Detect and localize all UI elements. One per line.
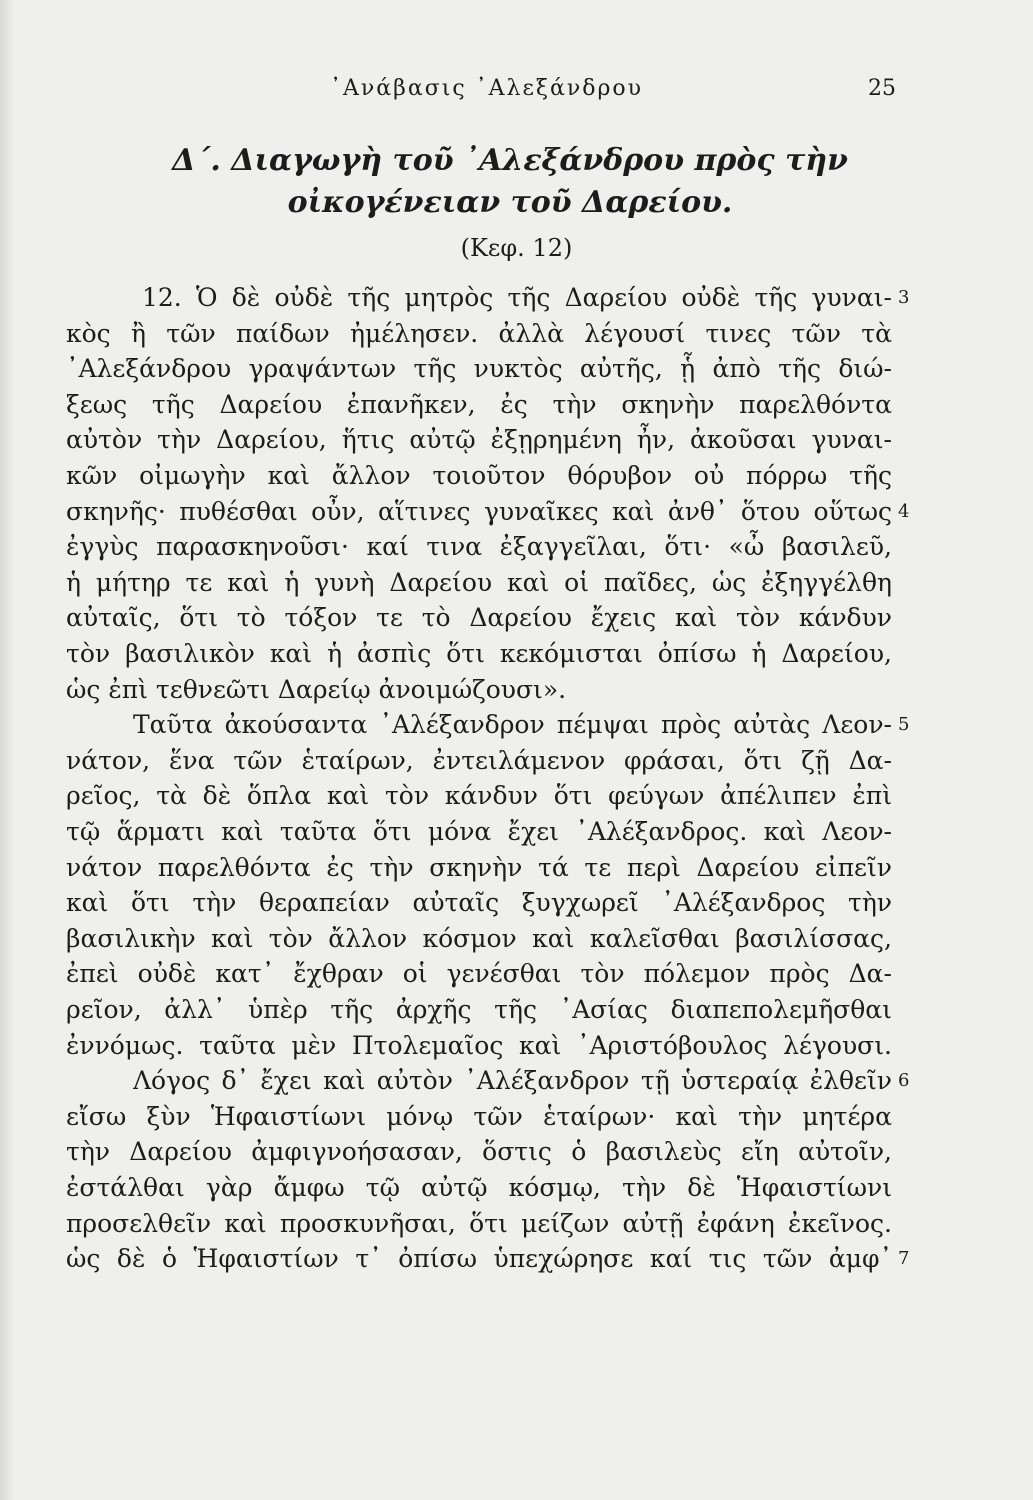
text-line: [0, 1028, 1033, 1064]
text-line: [0, 280, 1033, 316]
text-line-content: Λόγος δ᾿ ἔχει καὶ αὐτὸν ᾿Αλέξανδρον τῇ ὑστεραίᾳ ἐλθεῖν: [133, 1066, 892, 1096]
text-line: [0, 422, 1033, 458]
text-line-content: καὶ ὅτι τὴν θεραπείαν αὐταῖς ξυγχωρεῖ ᾿Αλέξανδρος τὴν: [66, 888, 892, 918]
text-line: [0, 494, 1033, 530]
chapter-heading-line-1: Δ΄. Διαγωγὴ τοῦ ᾿Αλεξάνδρου πρὸς τὴν: [172, 143, 848, 178]
text-line-content: ρεῖος, τὰ δὲ ὅπλα καὶ τὸν κάνδυν ὅτι φεύγων ἀπέλιπεν ἐπὶ: [66, 781, 892, 811]
text-line-content: ρεῖον, ἀλλ᾿ ὑπὲρ τῆς ἀρχῆς τῆς ᾿Ασίας διαπεπολεμῆσθαι: [66, 995, 892, 1024]
text-line-content: 12. Ὁ δὲ οὐδὲ τῆς μητρὸς τῆς Δαρείου οὐδὲ τῆς γυναι-: [142, 283, 892, 312]
text-line-content: ᾿Αλεξάνδρου γραψάντων τῆς νυκτὸς αὐτῆς, ᾗ ἀπὸ τῆς διώ-: [66, 354, 892, 384]
margin-section-number: 4: [898, 500, 910, 522]
text-line-content: εἴσω ξὺν Ἡφαιστίωνι μόνῳ τῶν ἑταίρων· καὶ τὴν μητέρα: [66, 1101, 892, 1131]
text-line-content: Ταῦτα ἀκούσαντα ᾿Αλέξανδρον πέμψαι πρὸς αὐτὰς Λεον-: [133, 710, 892, 740]
page-number: 25: [868, 76, 896, 101]
text-line: [0, 956, 1033, 992]
text-line: [0, 1063, 1033, 1099]
text-line: [0, 351, 1033, 387]
margin-section-number: 5: [898, 714, 910, 736]
text-line-content: ἐστάλθαι γὰρ ἄμφω τῷ αὐτῷ κόσμῳ, τὴν δὲ Ἡφαιστίωνι: [66, 1173, 892, 1202]
text-line-content: αὐτὸν τὴν Δαρείου, ἥτις αὐτῷ ἐξῃρημένη ἦν, ἀκοῦσαι γυναι-: [66, 425, 892, 455]
text-line: [0, 600, 1033, 636]
text-line: [0, 565, 1033, 601]
text-line: [0, 1134, 1033, 1170]
text-line: [0, 707, 1033, 743]
text-line: [0, 1170, 1033, 1206]
text-line: [0, 387, 1033, 423]
text-line-content: ἐπεὶ οὐδὲ κατ᾿ ἔχθραν οἱ γενέσθαι τὸν πόλεμον πρὸς Δα-: [66, 959, 892, 989]
text-line: [0, 743, 1033, 779]
text-line-content: ἡ μήτηρ τε καὶ ἡ γυνὴ Δαρείου καὶ οἱ παῖδες, ὡς ἐξηγγέλθη: [66, 567, 892, 597]
chapter-reference: (Κεφ. 12): [460, 234, 573, 262]
text-line-content: ξεως τῆς Δαρείου ἐπανῆκεν, ἐς τὴν σκηνὴν παρελθόντα: [66, 389, 892, 419]
text-line: [0, 636, 1033, 672]
text-line-content: ὡς δὲ ὁ Ἡφαιστίων τ᾿ ὀπίσω ὑπεχώρησε καί τις τῶν ἀμφ᾿: [66, 1244, 892, 1274]
text-line: [0, 850, 1033, 886]
text-line-content: κῶν οἰμωγὴν καὶ ἄλλον τοιοῦτον θόρυβον οὐ πόρρω τῆς: [66, 461, 892, 490]
text-line: [0, 814, 1033, 850]
text-line: [0, 458, 1033, 494]
text-line-content: ἐννόμως. ταῦτα μὲν Πτολεμαῖος καὶ ᾿Αριστόβουλος λέγουσι.: [66, 1030, 892, 1060]
text-line: [0, 885, 1033, 921]
text-line: [0, 921, 1033, 957]
margin-section-number: 6: [898, 1070, 910, 1092]
chapter-heading: [150, 140, 870, 224]
text-line: [0, 1241, 1033, 1277]
margin-section-number: 3: [898, 287, 910, 308]
text-line-content: τὸν βασιλικὸν καὶ ἡ ἀσπὶς ὅτι κεκόμισται ὀπίσω ἡ Δαρείου,: [66, 639, 892, 668]
text-line: [0, 1206, 1033, 1242]
text-line-content: ἐγγὺς παρασκηνοῦσι· καί τινα ἐξαγγεῖλαι, ὅτι· «ὦ βασιλεῦ,: [66, 532, 892, 562]
text-line-content: νάτον, ἕνα τῶν ἑταίρων, ἐντειλάμενον φράσαι, ὅτι ζῇ Δα-: [66, 745, 892, 775]
running-title: ᾿Ανάβασις ᾿Αλεξάνδρου: [330, 76, 644, 101]
text-line-content: σκηνῆς· πυθέσθαι οὖν, αἵτινες γυναῖκες καὶ ἀνθ᾿ ὅτου οὕτως: [66, 496, 892, 526]
running-head: [0, 76, 1033, 106]
text-line-content: προσελθεῖν καὶ προσκυνῆσαι, ὅτι μείζων αὐτῇ ἐφάνη ἐκεῖνος.: [66, 1208, 892, 1238]
text-line: [0, 529, 1033, 565]
text-line-content: τῷ ἅρματι καὶ ταῦτα ὅτι μόνα ἔχει ᾿Αλέξανδρος. καὶ Λεον-: [66, 817, 892, 846]
text-line-content: ὡς ἐπὶ τεθνεῶτι Δαρείῳ ἀνοιμώζουσι».: [66, 674, 567, 704]
text-line: [0, 992, 1033, 1028]
margin-section-number: 7: [898, 1248, 910, 1270]
text-line: [0, 1099, 1033, 1135]
text-line-content: κὸς ἢ τῶν παίδων ἠμέλησεν. ἀλλὰ λέγουσί τινες τῶν τὰ: [66, 318, 892, 348]
text-line-content: βασιλικὴν καὶ τὸν ἄλλον κόσμον καὶ καλεῖσθαι βασιλίσσας,: [66, 923, 892, 953]
text-line: [0, 672, 1033, 708]
text-line-content: νάτον παρελθόντα ἐς τὴν σκηνὴν τά τε περὶ Δαρείου εἰπεῖν: [66, 852, 892, 882]
text-line-content: τὴν Δαρείου ἀμφιγνοήσασαν, ὅστις ὁ βασιλεὺς εἴη αὐτοῖν,: [66, 1137, 892, 1167]
text-line-content: αὐταῖς, ὅτι τὸ τόξον τε τὸ Δαρείου ἔχεις καὶ τὸν κάνδυν: [66, 603, 892, 633]
text-line: [0, 778, 1033, 814]
chapter-heading-line-2: οἰκογένειαν τοῦ Δαρείου.: [287, 185, 733, 220]
text-line: [0, 316, 1033, 352]
